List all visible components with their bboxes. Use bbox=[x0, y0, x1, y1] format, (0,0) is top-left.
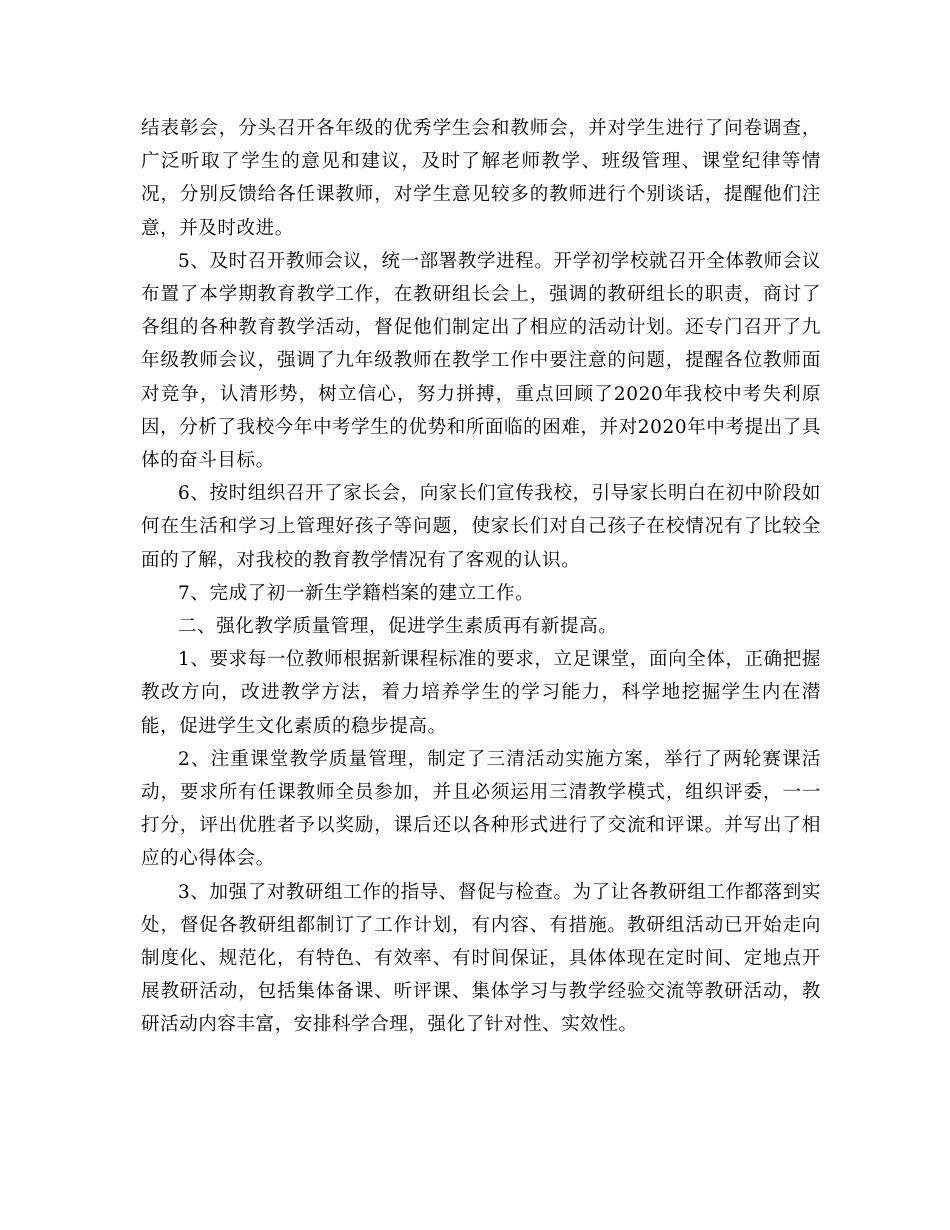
section-heading-2: 二、强化教学质量管理，促进学生素质再有新提高。 bbox=[178, 616, 618, 638]
paragraph-section2-item-1: 1、要求每一位教师根据新课程标准的要求，立足课堂，面向全体，正确把握教改方向，改进教学方法，着力培养学生的学习能力，科学地挖掘学生内在潜能，促进学生文化素质的稳步提高。 bbox=[141, 649, 821, 737]
paragraph-item-5: 5、及时召开教师会议，统一部署教学进程。开学初学校就召开全体教师会议布置了本学期教育教学工作，在教研组长会上，强调的教研组长的职责，商讨了各组的各种教育教学活动，督促他们制定出了相应的活动计划。还专门召开了九年级教师会议，强调了九年级教师在教学工作中要注意的问题，提醒各位教师面对竞争，认清形势，树立信心，努力拼搏，重点回顾了2020年我校中考失利原因，分析了我校今年中考学生的优势和所面临的困难，并对2020年中考提出了具体的奋斗目标。 bbox=[141, 250, 821, 472]
paragraph-section2-item-2: 2、注重课堂教学质量管理，制定了三清活动实施方案，举行了两轮赛课活动，要求所有任课教师全员参加，并且必须运用三清教学模式，组织评委，一一打分，评出优胜者予以奖励，课后还以各种形式进行了交流和评课。并写出了相应的心得体会。 bbox=[141, 748, 821, 870]
document-body bbox=[141, 112, 821, 1042]
paragraph-section2-item-3: 3、加强了对教研组工作的指导、督促与检查。为了让各教研组工作都落到实处，督促各教研组都制订了工作计划，有内容、有措施。教研组活动已开始走向制度化、规范化，有特色、有效率、有时间保证，具体体现在定时间、定地点开展教研活动，包括集体备课、听评课、集体学习与教学经验交流等教研活动，教研活动内容丰富，安排科学合理，强化了针对性、实效性。 bbox=[141, 881, 821, 1036]
paragraph-item-6: 6、按时组织召开了家长会，向家长们宣传我校，引导家长明白在初中阶段如何在生活和学习上管理好孩子等问题，使家长们对自己孩子在校情况有了比较全面的了解，对我校的教育教学情况有了客观的认识。 bbox=[141, 483, 821, 571]
paragraph-item-7: 7、完成了初一新生学籍档案的建立工作。 bbox=[178, 582, 535, 604]
paragraph-continuation: 结表彰会，分头召开各年级的优秀学生会和教师会，并对学生进行了问卷调查，广泛听取了学生的意见和建议，及时了解老师教学、班级管理、课堂纪律等情况，分别反馈给各任课教师，对学生意见较多的教师进行个别谈话，提醒他们注意，并及时改进。 bbox=[141, 118, 821, 239]
